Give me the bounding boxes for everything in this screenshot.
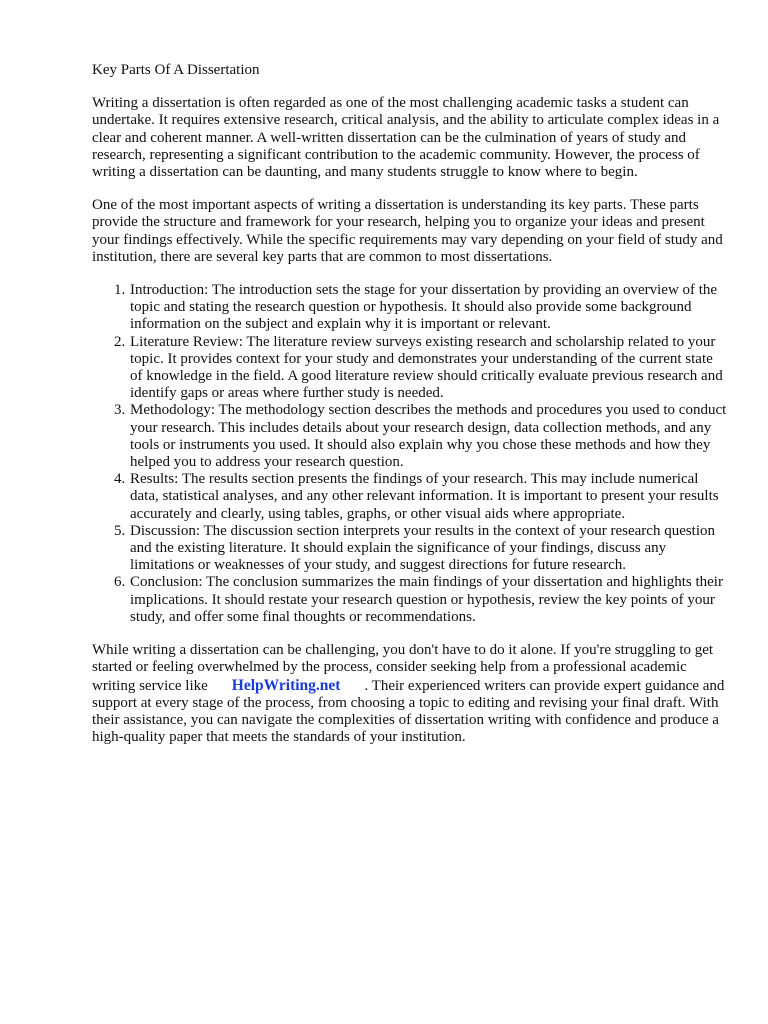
document-page <box>92 62 728 762</box>
list-item-literature-review: 2. Literature Review: The literature review surveys existing research and scholarship related to your topic. It provides context for your study and demonstrates your understanding of the current state of knowledge in the field. A good literature review should critically evaluate previous research and identify gaps or areas where further study is needed. <box>129 334 728 403</box>
key-parts-list <box>92 282 728 626</box>
list-item-introduction: 1. Introduction: The introduction sets the stage for your dissertation by providing an overview of the topic and stating the research question or hypothesis. It should also provide some background information on the subject and explain why it is important or relevant. <box>129 282 728 334</box>
helpwriting-link[interactable]: HelpWriting.net <box>231 676 341 694</box>
closing-text-after-link: . Their experienced writers can provide expert guidance and support at every stage of the process, from choosing a topic to editing and revising your final draft. With their assistance, you can navigate the complexities of dissertation writing with confidence and produce a high-quality paper that meets the standards of your institution. <box>92 677 725 746</box>
document-title: Key Parts Of A Dissertation <box>92 62 260 78</box>
intro-paragraph: Writing a dissertation is often regarded as one of the most challenging academic tasks a student can undertake. It requires extensive research, critical analysis, and the ability to articulate complex ideas in a clear and coherent manner. A well-written dissertation can be the culmination of years of study and research, representing a significant contribution to the academic community. However, the process of writing a dissertation can be daunting, and many students struggle to know where to begin. <box>92 95 720 181</box>
closing-paragraph <box>92 642 728 746</box>
list-item-discussion: 5. Discussion: The discussion section interprets your results in the context of your research question and the existing literature. It should explain the significance of your findings, discuss any limitations or weaknesses of your study, and suggest directions for future research. <box>129 523 728 575</box>
list-item-results: 4. Results: The results section presents the findings of your research. This may include numerical data, statistical analyses, and any other relevant information. It is important to present your results accurately and clearly, using tables, graphs, or other visual aids where appropriate. <box>129 471 728 523</box>
closing-text-before-link: While writing a dissertation can be challenging, you don't have to do it alone. If you're struggling to get started or feeling overwhelmed by the process, consider seeking help from a professional academic writing service like <box>92 642 714 694</box>
list-item-conclusion: 6. Conclusion: The conclusion summarizes the main findings of your dissertation and highlights their implications. It should restate your research question or hypothesis, review the key points of your study, and offer some final thoughts or recommendations. <box>129 574 728 626</box>
list-item-methodology: 3. Methodology: The methodology section describes the methods and procedures you used to conduct your research. This includes details about your research design, data collection methods, and any tools or instruments you used. It should also explain why you chose these methods and how they helped you to address your research question. <box>129 402 728 471</box>
key-parts-intro-paragraph: One of the most important aspects of writing a dissertation is understanding its key parts. These parts provide the structure and framework for your research, helping you to organize your ideas and present your findings effectively. While the specific requirements may vary depending on your field of study and institution, there are several key parts that are common to most dissertations. <box>92 197 723 265</box>
